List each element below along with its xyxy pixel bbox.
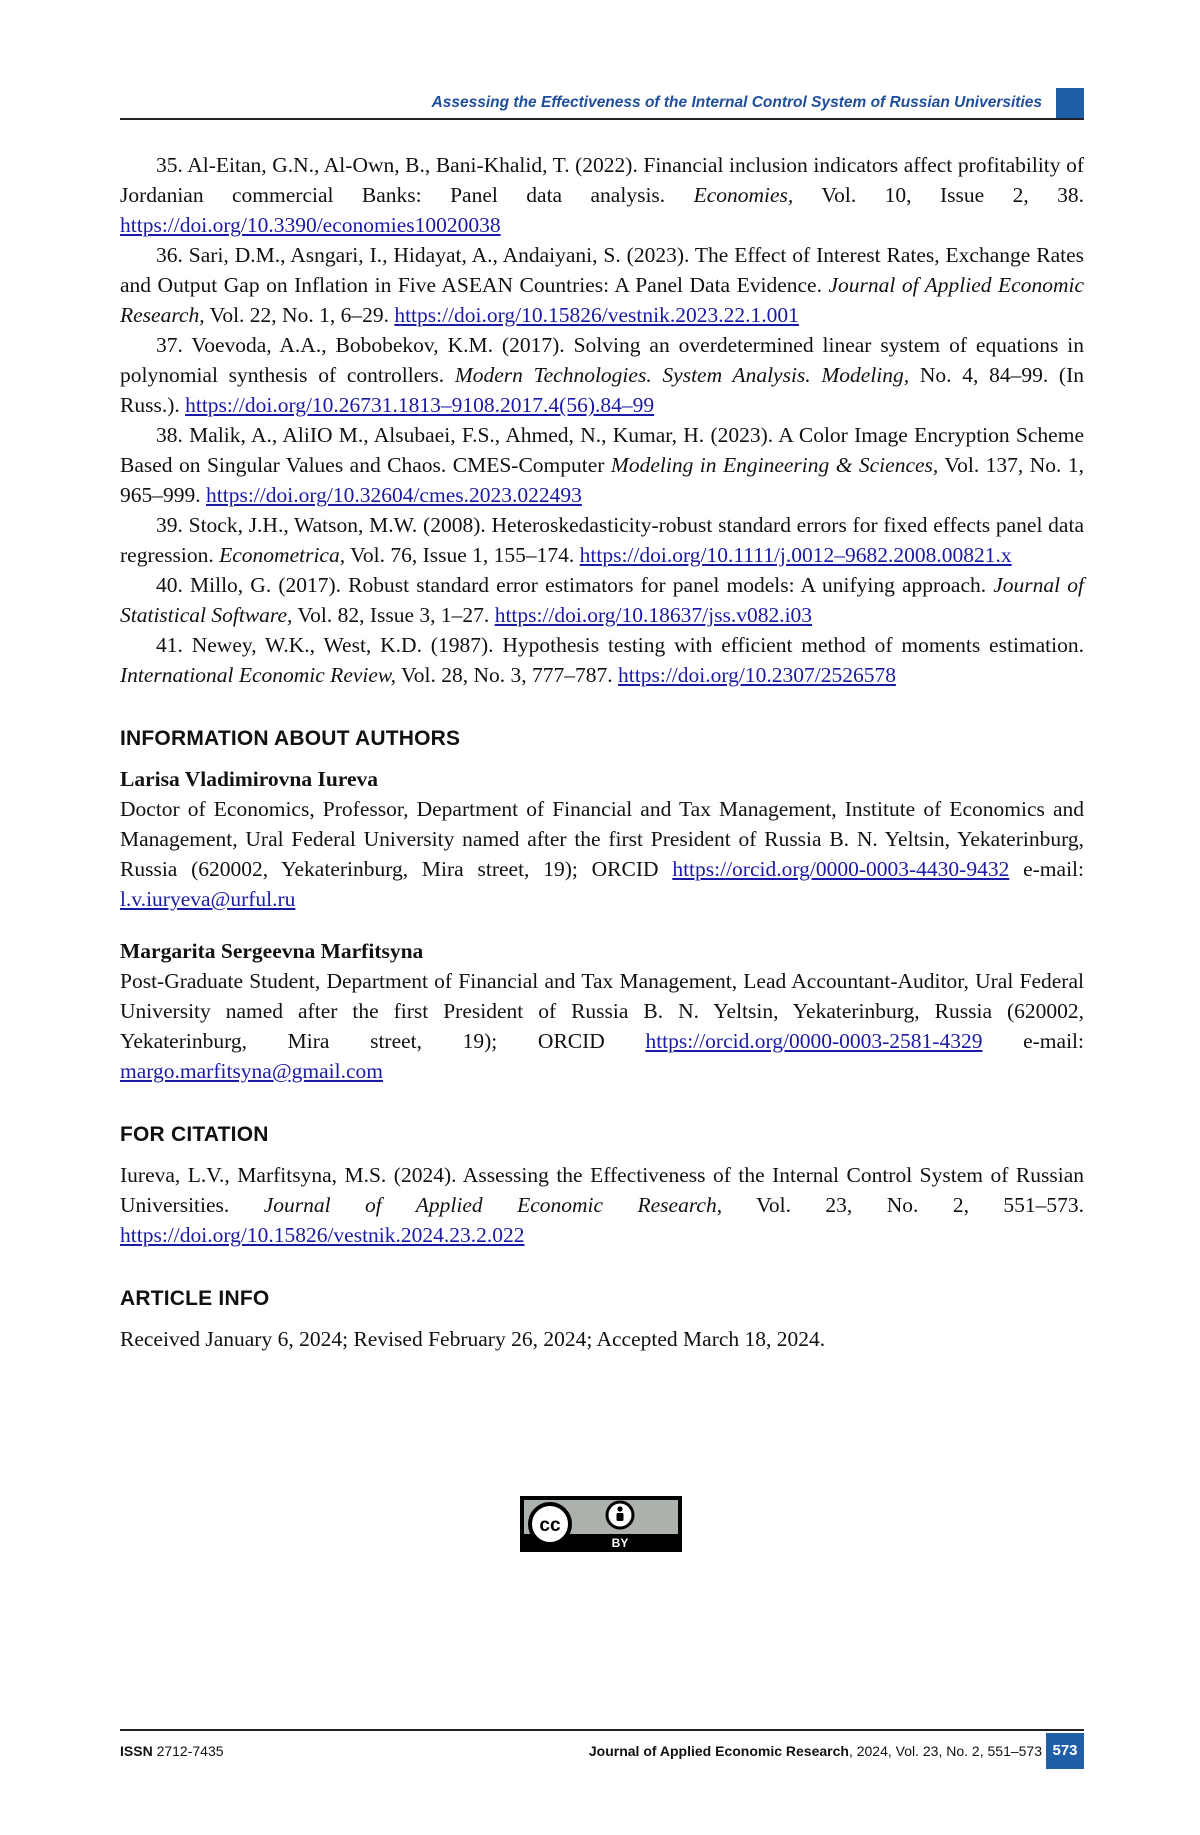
reference-item [120,570,1084,630]
doi-link[interactable]: https://doi.org/10.1111/j.0012–9682.2008.00821.x [579,543,1012,567]
citation-text [120,1160,1084,1250]
cc-glyph: cc [539,1515,561,1536]
footer-journal-details: , 2024, Vol. 23, No. 2, 551–573 [848,1743,1042,1759]
reference-journal: Journal of Statistical Software, [120,573,1084,627]
reference-text: 41. Newey, W.K., West, K.D. (1987). Hypothesis testing with efficient method of moments estimation. [156,633,1084,657]
reference-journal: Econometrica, [219,543,346,567]
page-footer [120,1729,1084,1769]
authors-heading: INFORMATION ABOUT AUTHORS [120,727,461,750]
reference-item [120,330,1084,420]
reference-journal: Modern Technologies. System Analysis. Modeling, [454,363,910,387]
author-bio-text: Doctor of Economics, Professor, Department of Financial and Tax Management, Institute of Economics and Management, Ural Federal University named after the first President of Russia B. N. Yeltsin, Yekaterinburg, Russia (620002, Yekaterinburg, Mira street, 19); ORCID [120,797,1084,881]
reference-journal: Modeling in Engineering & Sciences, [610,453,939,477]
doi-link[interactable]: https://doi.org/10.26731.1813–9108.2017.4(56).84–99 [185,393,655,417]
orcid-link[interactable]: https://orcid.org/0000-0003-4430-9432 [672,857,1010,881]
article-info-heading: ARTICLE INFO [120,1287,270,1310]
reference-text: 37. Voevoda, A.A., Bobobekov, K.M. (2017). Solving an overdetermined linear system of equations in polynomial synthesis of controllers. [120,333,1084,387]
author-block [120,764,1084,914]
footer-journal-name: Journal of Applied Economic Research [588,1743,849,1759]
footer-journal [589,1743,1042,1759]
email-label: e-mail: [1009,857,1084,881]
reference-details: Vol. 137, No. 1, 965–999. [120,453,1084,507]
email-link[interactable]: l.v.iuryeva@urful.ru [120,887,296,911]
reference-journal: International Economic Review, [120,663,397,687]
reference-item [120,630,1084,690]
page-number: 573 [1046,1733,1084,1769]
reference-item [120,420,1084,510]
reference-list [120,150,1084,690]
author-bio [120,794,1084,914]
author-block [120,936,1084,1086]
reference-journal: Journal of Applied Economic Research, [120,273,1085,327]
reference-text: 40. Millo, G. (2017). Robust standard error estimators for panel models: A unifying approach. [156,573,994,597]
reference-details: No. 4, 84–99. (In Russ.). [120,363,1084,417]
running-header [120,88,1084,120]
spacer [120,914,1084,936]
cc-by-badge-graphic [520,1496,682,1552]
author-bio [120,966,1084,1086]
reference-details: Vol. 10, Issue 2, 38. [793,183,1084,207]
issn-value: 2712-7435 [152,1743,224,1759]
reference-details: Vol. 28, No. 3, 777–787. [396,663,619,687]
orcid-link[interactable]: https://orcid.org/0000-0003-2581-4329 [645,1029,983,1053]
author-name: Margarita Sergeevna Marfitsyna [120,939,424,963]
author-name: Larisa Vladimirovna Iureva [120,767,379,791]
issn-label: ISSN [120,1743,153,1759]
reference-details: Vol. 76, Issue 1, 155–174. [345,543,580,567]
by-label: BY [611,1536,629,1550]
doi-link[interactable]: https://doi.org/10.18637/jss.v082.i03 [494,603,813,627]
person-head [617,1506,622,1511]
email-label: e-mail: [982,1029,1084,1053]
citation-journal: Journal of Applied Economic Research, [263,1193,723,1217]
running-title: Assessing the Effectiveness of the Internal Control System of Russian Universities [431,94,1042,111]
doi-link[interactable]: https://doi.org/10.2307/2526578 [618,663,896,687]
article-info-text: Received January 6, 2024; Revised February 26, 2024; Accepted March 18, 2024. [120,1327,826,1351]
reference-text: 38. Malik, A., AliIO M., Alsubaei, F.S., Ahmed, N., Kumar, H. (2023). A Color Image Encryption Scheme Based on Singular Values and Chaos. CMES-Computer [120,423,1084,477]
reference-item [120,150,1084,240]
reference-text: 36. Sari, D.M., Asngari, I., Hidayat, A., Andaiyani, S. (2023). The Effect of Interest Rates, Exchange Rates and Output Gap on Inflation in Five ASEAN Countries: A Panel Data Evidence. [120,243,1084,297]
reference-details: Vol. 82, Issue 3, 1–27. [292,603,495,627]
citation-doi-link[interactable]: https://doi.org/10.15826/vestnik.2024.23.2.022 [120,1223,525,1247]
email-link[interactable]: margo.marfitsyna@gmail.com [120,1059,384,1083]
reference-item [120,240,1084,330]
doi-link[interactable]: https://doi.org/10.32604/cmes.2023.022493 [206,483,582,507]
header-accent-block [1056,88,1084,118]
reference-text: 35. Al-Eitan, G.N., Al-Own, B., Bani-Khalid, T. (2022). Financial inclusion indicators affect profitability of Jordanian commercial Banks: Panel data analysis. [120,153,1084,207]
author-bio-text: Post-Graduate Student, Department of Financial and Tax Management, Lead Accountant-Auditor, Ural Federal University named after the first President of Russia B. N. Yeltsin, Yekaterinburg, Russia (620002, Yekaterinburg, Mira street, 19); ORCID [120,969,1084,1053]
page-body [120,150,1084,1354]
reference-item [120,510,1084,570]
person-body [617,1513,624,1521]
issn [120,1743,224,1759]
reference-details: Vol. 22, No. 1, 6–29. [204,303,395,327]
reference-journal: Economies, [693,183,794,207]
citation-details: Vol. 23, No. 2, 551–573. [722,1193,1084,1217]
citation-heading: FOR CITATION [120,1123,269,1146]
cc-by-icon[interactable] [520,1496,682,1552]
doi-link[interactable]: https://doi.org/10.15826/vestnik.2023.22.1.001 [394,303,799,327]
citation-lead: Iureva, L.V., Marfitsyna, M.S. (2024). Assessing the Effectiveness of the Internal Control System of Russian Universities. [120,1163,1084,1217]
reference-text: 39. Stock, J.H., Watson, M.W. (2008). Heteroskedasticity-robust standard errors for fixed effects panel data regression. [120,513,1084,567]
doi-link[interactable]: https://doi.org/10.3390/economies10020038 [120,213,501,237]
